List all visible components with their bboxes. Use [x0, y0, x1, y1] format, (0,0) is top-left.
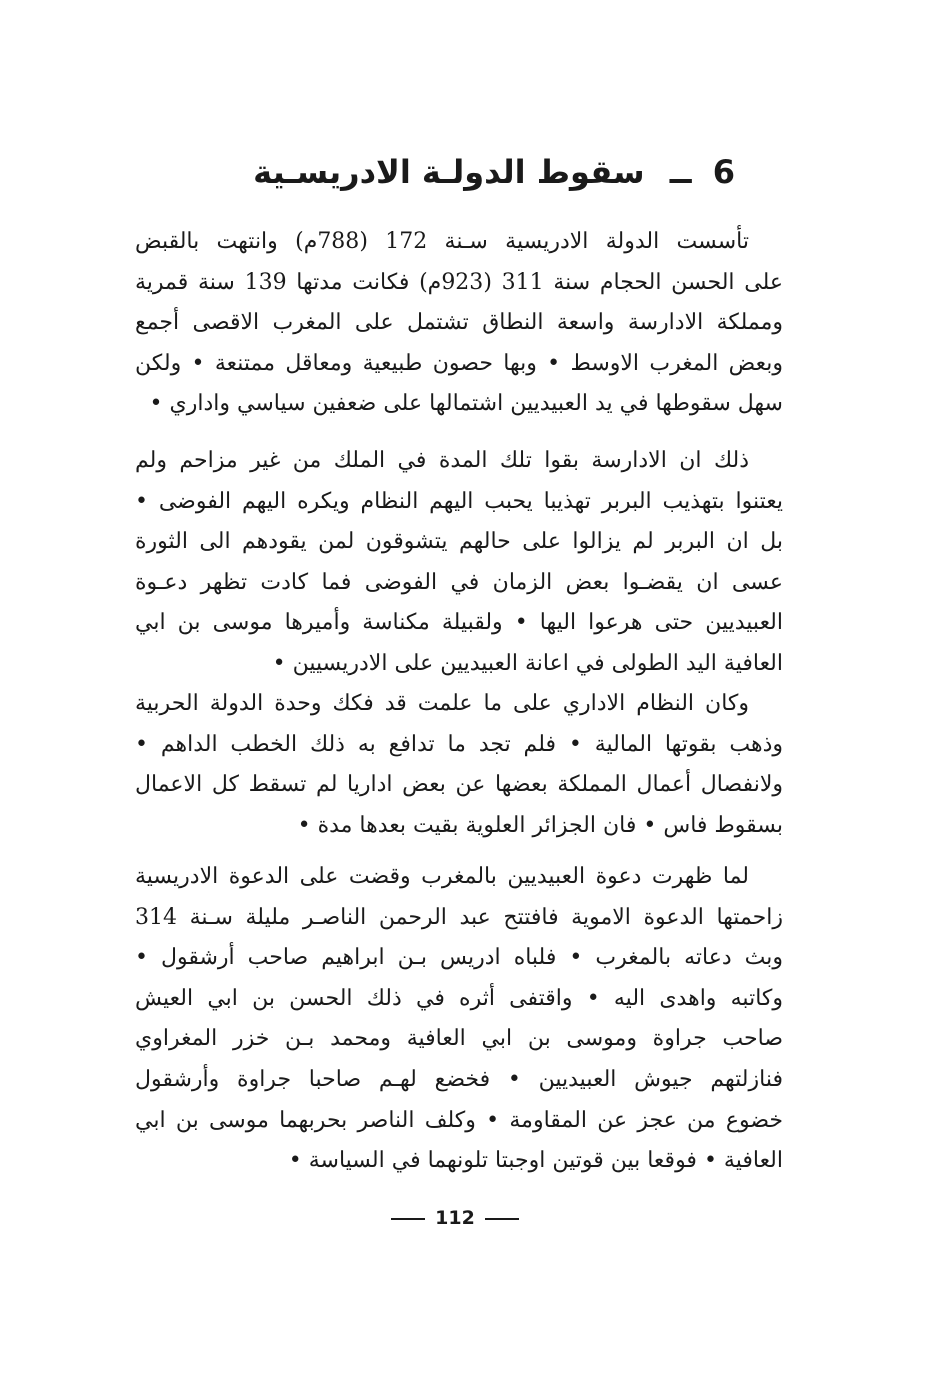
chapter-number: 6	[712, 153, 735, 191]
page-footer	[380, 1204, 530, 1232]
text-line: وبعض المغرب الاوسط • وبها حصون طبيعية ومعاقل ممتنعة • ولكن	[135, 350, 783, 376]
text-line: بل ان البربر لم يزالوا على حالهم يتشوقون لمن يقودهم الى الثورة	[135, 529, 783, 555]
text-line: يعتنوا بتهذيب البربر تهذيبا يحبب اليهم النظام ويكره اليهم الفوضى •	[135, 488, 783, 514]
text-line: وذهب بقوتها المالية • فلم تجد ما تدافع به ذلك الخطب الداهم •	[135, 731, 783, 757]
paragraph-2	[135, 441, 783, 685]
text-line: وكان النظام الاداري على ما علمت قد فكك وحدة الدولة الحربية	[135, 691, 749, 716]
text-line: سهل سقوطها في يد العبيديين اشتمالها على ضعفين سياسي واداري •	[149, 391, 783, 417]
text-line: العافية • فوقعا بين قوتين اوجبتا تلونهما في السياسة •	[288, 1148, 783, 1174]
heading-dash: ــ	[669, 153, 692, 191]
chapter-heading	[253, 150, 735, 200]
text-line: خضوع من عجز عن المقاومة • وكلف الناصر بحربهما موسى بن ابي	[135, 1107, 783, 1133]
text-line: لما ظهرت دعوة العبيديين بالمغرب وقضت على الدعوة الادريسية	[135, 864, 749, 889]
text-line: وبث دعاته بالمغرب • فلباه ادريس بـن ابراهيم صاحب أرشقول •	[135, 945, 783, 971]
footer-rule-right	[485, 1218, 519, 1220]
text-line: ذلك ان الادارسة بقوا تلك المدة في الملك من غير مزاحم ولم	[135, 448, 749, 473]
text-line: ولانفصال أعمال المملكة بعضها عن بعض اداريا لم تسقط كل الاعمال	[135, 772, 783, 798]
text-line: صاحب جراوة وموسى بن ابي العافية ومحمد بـن خزر المغراوي	[135, 1026, 783, 1052]
text-line: تأسست الدولة الادريسية سـنة 172 (788م) وانتهت بالقبض	[135, 229, 749, 254]
text-line: العبيديين حتى هرعوا اليها • ولقبيلة مكناسة وأميرها موسى بن ابي	[135, 610, 783, 636]
paragraph-1	[135, 222, 783, 425]
paragraph-4	[135, 857, 783, 1182]
text-line: ومملكة الادارسة واسعة النطاق تشتمل على المغرب الاقصى أجمع	[135, 310, 783, 336]
chapter-title: سقوط الدولـة الادريسـية	[253, 153, 645, 191]
footer-rule-left	[391, 1218, 425, 1220]
paragraph-3	[135, 684, 783, 846]
text-line: وكاتبه واهدى اليه • واقتفى أثره في ذلك الحسن بن ابي العيش	[135, 985, 783, 1011]
text-line: عسى ان يقضـوا بعض الزمان في الفوضى فما كادت تظهر دعـوة	[135, 569, 783, 595]
text-line: العافية اليد الطولى في اعانة العبيديين على الادريسيين •	[272, 650, 783, 676]
page-number: 112	[435, 1207, 475, 1229]
text-line: على الحسن الحجام سنة 311 (923م) فكانت مدتها 139 سنة قمرية	[135, 269, 783, 295]
text-line: زاحمتها الدعوة الاموية فافتتح عبد الرحمن الناصـر مليلة سـنة 314	[135, 904, 783, 930]
text-line: بسقوط فاس • فان الجزائر العلوية بقيت بعدها مدة •	[297, 812, 783, 838]
text-line: فنازلتهم جيوش العبيديين • فخضع لهـم صاحبا جراوة وأرشقول	[135, 1066, 783, 1092]
